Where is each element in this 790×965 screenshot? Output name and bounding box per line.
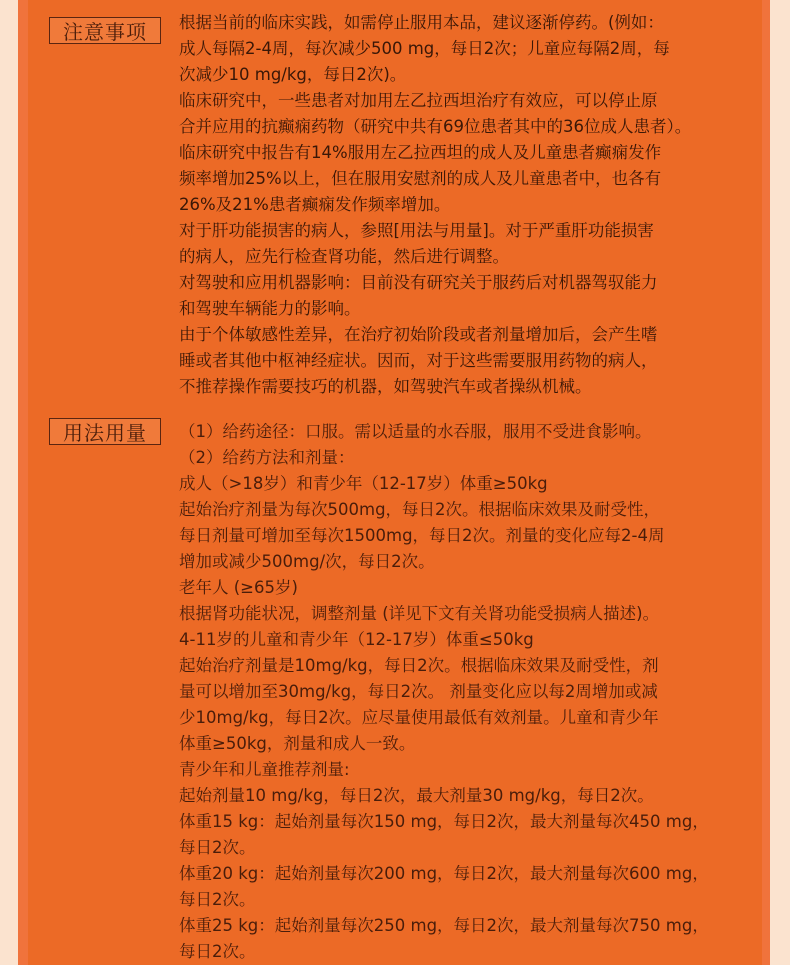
text-line: 起始治疗剂量是10mg/kg，每日2次。根据临床效果及耐受性，剂 <box>179 656 659 675</box>
text-line: 增加或减少500mg/次，每日2次。 <box>179 552 435 571</box>
text-line: 根据肾功能状况，调整剂量 (详见下文有关肾功能受损病人描述)。 <box>179 604 660 623</box>
text-line: 不推荐操作需要技巧的机器，如驾驶汽车或者操纵机械。 <box>179 377 592 396</box>
text-line: 临床研究中，一些患者对加用左乙拉西坦治疗有效应，可以停止原 <box>179 91 658 110</box>
text-line: 成人（>18岁）和青少年（12-17岁）体重≥50kg <box>179 474 548 493</box>
text-line: 合并应用的抗癫痫药物（研究中共有69位患者其中的36位成人患者）。 <box>179 117 692 136</box>
dosage-text <box>179 419 759 965</box>
precautions-text <box>179 10 759 400</box>
text-line: 体重20 kg：起始剂量每次200 mg，每日2次，最大剂量每次600 mg， <box>179 864 709 883</box>
text-line: 和驾驶车辆能力的影响。 <box>179 299 361 318</box>
text-line: 由于个体敏感性差异，在治疗初始阶段或者剂量增加后，会产生嗜 <box>179 325 658 344</box>
text-line: 青少年和儿童推荐剂量: <box>179 760 350 779</box>
text-line: 起始剂量10 mg/kg，每日2次，最大剂量30 mg/kg，每日2次。 <box>179 786 654 805</box>
text-line: 每日2次。 <box>179 942 256 961</box>
text-line: 起始治疗剂量为每次500mg，每日2次。根据临床效果及耐受性， <box>179 500 661 519</box>
text-line: 26%及21%患者癫痫发作频率增加。 <box>179 195 451 214</box>
text-line: （2）给药方法和剂量： <box>179 448 355 467</box>
text-line: 每日剂量可增加至每次1500mg，每日2次。剂量的变化应每2-4周 <box>179 526 665 545</box>
text-line: 每日2次。 <box>179 838 256 857</box>
content-panel <box>28 0 762 965</box>
section-title-precautions: 注意事项 <box>49 17 161 44</box>
text-line: 体重25 kg：起始剂量每次250 mg，每日2次，最大剂量每次750 mg， <box>179 916 709 935</box>
text-line: 成人每隔2-4周，每次减少500 mg，每日2次；儿童应每隔2周，每 <box>179 39 670 58</box>
text-line: 体重15 kg：起始剂量每次150 mg，每日2次，最大剂量每次450 mg， <box>179 812 709 831</box>
text-line: 频率增加25%以上，但在服用安慰剂的成人及儿童患者中，也各有 <box>179 169 662 188</box>
text-line: 4-11岁的儿童和青少年（12-17岁）体重≤50kg <box>179 630 534 649</box>
text-line: 老年人 (≥65岁) <box>179 578 298 597</box>
text-line: （1）给药途径：口服。需以适量的水吞服，服用不受进食影响。 <box>179 422 652 441</box>
section-title-dosage: 用法用量 <box>49 418 161 445</box>
text-line: 对驾驶和应用机器影响：目前没有研究关于服药后对机器驾驭能力 <box>179 273 658 292</box>
text-line: 根据当前的临床实践，如需停止服用本品，建议逐渐停药。(例如： <box>179 13 664 32</box>
text-line: 睡或者其他中枢神经症状。因而，对于这些需要服用药物的病人， <box>179 351 658 370</box>
text-line: 次减少10 mg/kg，每日2次)。 <box>179 65 407 84</box>
text-line: 体重≥50kg，剂量和成人一致。 <box>179 734 416 753</box>
text-line: 对于肝功能损害的病人，参照[用法与用量]。对于严重肝功能损害 <box>179 221 654 240</box>
text-line: 每日2次。 <box>179 890 256 909</box>
text-line: 临床研究中报告有14%服用左乙拉西坦的成人及儿童患者癫痫发作 <box>179 143 662 162</box>
text-line: 量可以增加至30mg/kg，每日2次。 剂量变化应以每2周增加或减 <box>179 682 658 701</box>
text-line: 的病人，应先行检查肾功能，然后进行调整。 <box>179 247 509 266</box>
text-line: 少10mg/kg，每日2次。应尽量使用最低有效剂量。儿童和青少年 <box>179 708 659 727</box>
